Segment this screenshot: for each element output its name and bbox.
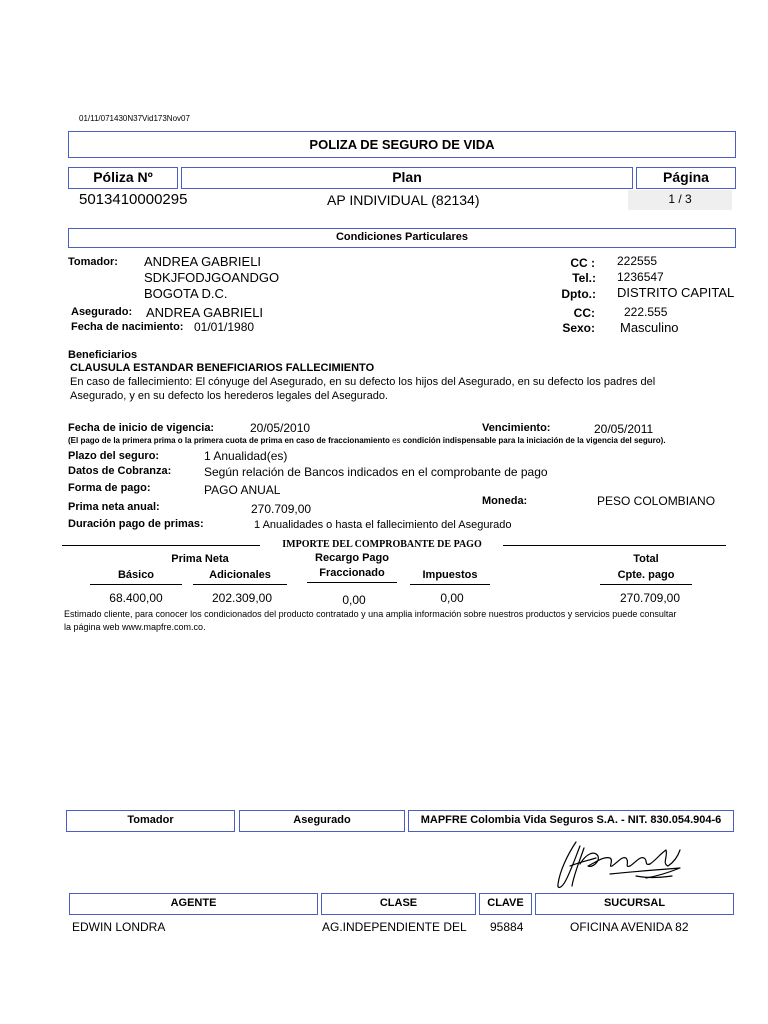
clause-title: CLAUSULA ESTANDAR BENEFICIARIOS FALLECIMIENTO: [70, 362, 375, 374]
impuestos-value: 0,00: [440, 591, 464, 605]
vencimiento-label: Vencimiento:: [482, 422, 551, 434]
importe-rule-right: [503, 545, 726, 546]
vencimiento-value: 20/05/2011: [594, 422, 654, 436]
plazo-value: 1 Anualidad(es): [204, 449, 288, 463]
prima-neta-value: 270.709,00: [251, 502, 312, 516]
asegurado-signature-label: Asegurado: [293, 814, 351, 826]
document-code: 01/11/071430N37Vid173Nov07: [79, 114, 190, 123]
plan-label: Plan: [392, 169, 422, 185]
adicionales-value: 202.309,00: [211, 591, 273, 605]
adicionales-underline: [193, 584, 287, 585]
company-label: MAPFRE Colombia Vida Seguros S.A. - NIT. 830.054.904-6: [420, 814, 722, 826]
beneficiarios-label: Beneficiarios: [68, 349, 138, 361]
adicionales-header: Adicionales: [209, 569, 271, 581]
clause-text-line1: En caso de fallecimiento: El cónyuge del Asegurado, en su defecto los hijos del Asegurado, en su defecto los padres del: [70, 376, 656, 388]
plazo-label: Plazo del seguro:: [68, 450, 160, 462]
tomador-city: BOGOTA D.C.: [144, 286, 228, 301]
birthdate-label: Fecha de nacimiento:: [71, 321, 184, 333]
duracion-value: 1 Anualidades o hasta el fallecimiento del Asegurado: [254, 519, 512, 531]
total-header-1: Total: [633, 553, 659, 565]
basico-header: Básico: [117, 569, 155, 581]
pagina-label: Página: [663, 169, 709, 185]
birthdate-value: 01/01/1980: [194, 320, 255, 334]
basico-value: 68.400,00: [109, 591, 163, 605]
inicio-vigencia-value: 20/05/2010: [250, 421, 311, 435]
vigencia-note-a: (El pago de la primera prima o la primera cuota de prima en caso de fraccionamiento: [68, 436, 390, 445]
total-underline: [600, 584, 692, 585]
company-signature: [550, 836, 690, 894]
recargo-header-2: Fraccionado: [319, 567, 385, 579]
duracion-label: Duración pago de primas:: [68, 518, 204, 530]
sexo-label: Sexo:: [562, 321, 595, 335]
asegurado-cc-label: CC:: [573, 306, 595, 320]
asegurado-cc-value: 222.555: [624, 305, 668, 319]
tomador-dpto-value: DISTRITO CAPITAL: [617, 285, 735, 300]
impuestos-underline: [410, 584, 490, 585]
total-value: 270.709,00: [619, 591, 681, 605]
clave-value: 95884: [490, 920, 524, 934]
clave-label: CLAVE: [487, 897, 524, 909]
recargo-value: 0,00: [342, 593, 366, 607]
cobranza-value: Según relación de Bancos indicados en el comprobante de pago: [204, 465, 548, 479]
moneda-value: PESO COLOMBIANO: [597, 494, 716, 508]
tomador-name: ANDREA GABRIELI: [144, 254, 262, 269]
clase-value: AG.INDEPENDIENTE DEL: [322, 920, 467, 934]
poliza-number: 5013410000295: [79, 191, 188, 208]
forma-pago-value: PAGO ANUAL: [204, 483, 281, 497]
tomador-signature-label: Tomador: [127, 814, 174, 826]
condiciones-title: Condiciones Particulares: [335, 231, 469, 243]
prima-neta-label: Prima neta anual:: [68, 501, 160, 513]
sexo-value: Masculino: [620, 320, 679, 335]
vigencia-note-es: es: [392, 436, 401, 445]
vigencia-note-b: condición indispensable para la iniciación de la vigencia del seguro).: [402, 436, 666, 445]
clase-label: CLASE: [379, 897, 418, 909]
cobranza-label: Datos de Cobranza:: [68, 465, 172, 477]
pagina-value: 1 / 3: [668, 192, 692, 206]
forma-pago-label: Forma de pago:: [68, 482, 151, 494]
sucursal-label: SUCURSAL: [603, 897, 666, 909]
inicio-vigencia-label: Fecha de inicio de vigencia:: [68, 422, 215, 434]
total-header-2: Cpte. pago: [617, 569, 675, 581]
sucursal-value: OFICINA AVENIDA 82: [570, 920, 689, 934]
tomador-tel-value: 1236547: [617, 270, 664, 284]
notice-line2: la página web www.mapfre.com.co.: [64, 622, 206, 632]
agente-label: AGENTE: [170, 897, 217, 909]
asegurado-label: Asegurado:: [71, 306, 133, 318]
page-title: POLIZA DE SEGURO DE VIDA: [309, 137, 495, 152]
moneda-label: Moneda:: [482, 495, 528, 507]
asegurado-name: ANDREA GABRIELI: [146, 305, 264, 320]
tomador-tel-label: Tel.:: [572, 271, 596, 285]
tomador-address: SDKJFODJGOANDGO: [144, 270, 280, 285]
recargo-header-1: Recargo Pago: [315, 552, 389, 564]
basico-underline: [90, 584, 182, 585]
notice-line1: Estimado cliente, para conocer los condicionados del producto contratado y una amplia información sobre nuestros productos y servicios puede consultar: [64, 609, 677, 619]
importe-rule-left: [62, 545, 260, 546]
impuestos-header: Impuestos: [422, 569, 478, 581]
prima-neta-header: Prima Neta: [171, 553, 229, 565]
plan-value: AP INDIVIDUAL (82134): [327, 192, 480, 208]
poliza-label: Póliza Nº: [93, 169, 153, 185]
clause-text-line2: Asegurado, y en su defecto los herederos legales del Asegurado.: [70, 390, 388, 402]
tomador-label: Tomador:: [68, 256, 118, 268]
agente-value: EDWIN LONDRA: [72, 920, 166, 934]
importe-title: IMPORTE DEL COMPROBANTE DE PAGO: [282, 539, 482, 550]
tomador-cc-value: 222555: [617, 254, 658, 268]
tomador-dpto-label: Dpto.:: [561, 287, 596, 301]
tomador-cc-label: CC :: [570, 256, 595, 270]
vigencia-note: [68, 436, 666, 445]
recargo-underline: [307, 582, 397, 583]
